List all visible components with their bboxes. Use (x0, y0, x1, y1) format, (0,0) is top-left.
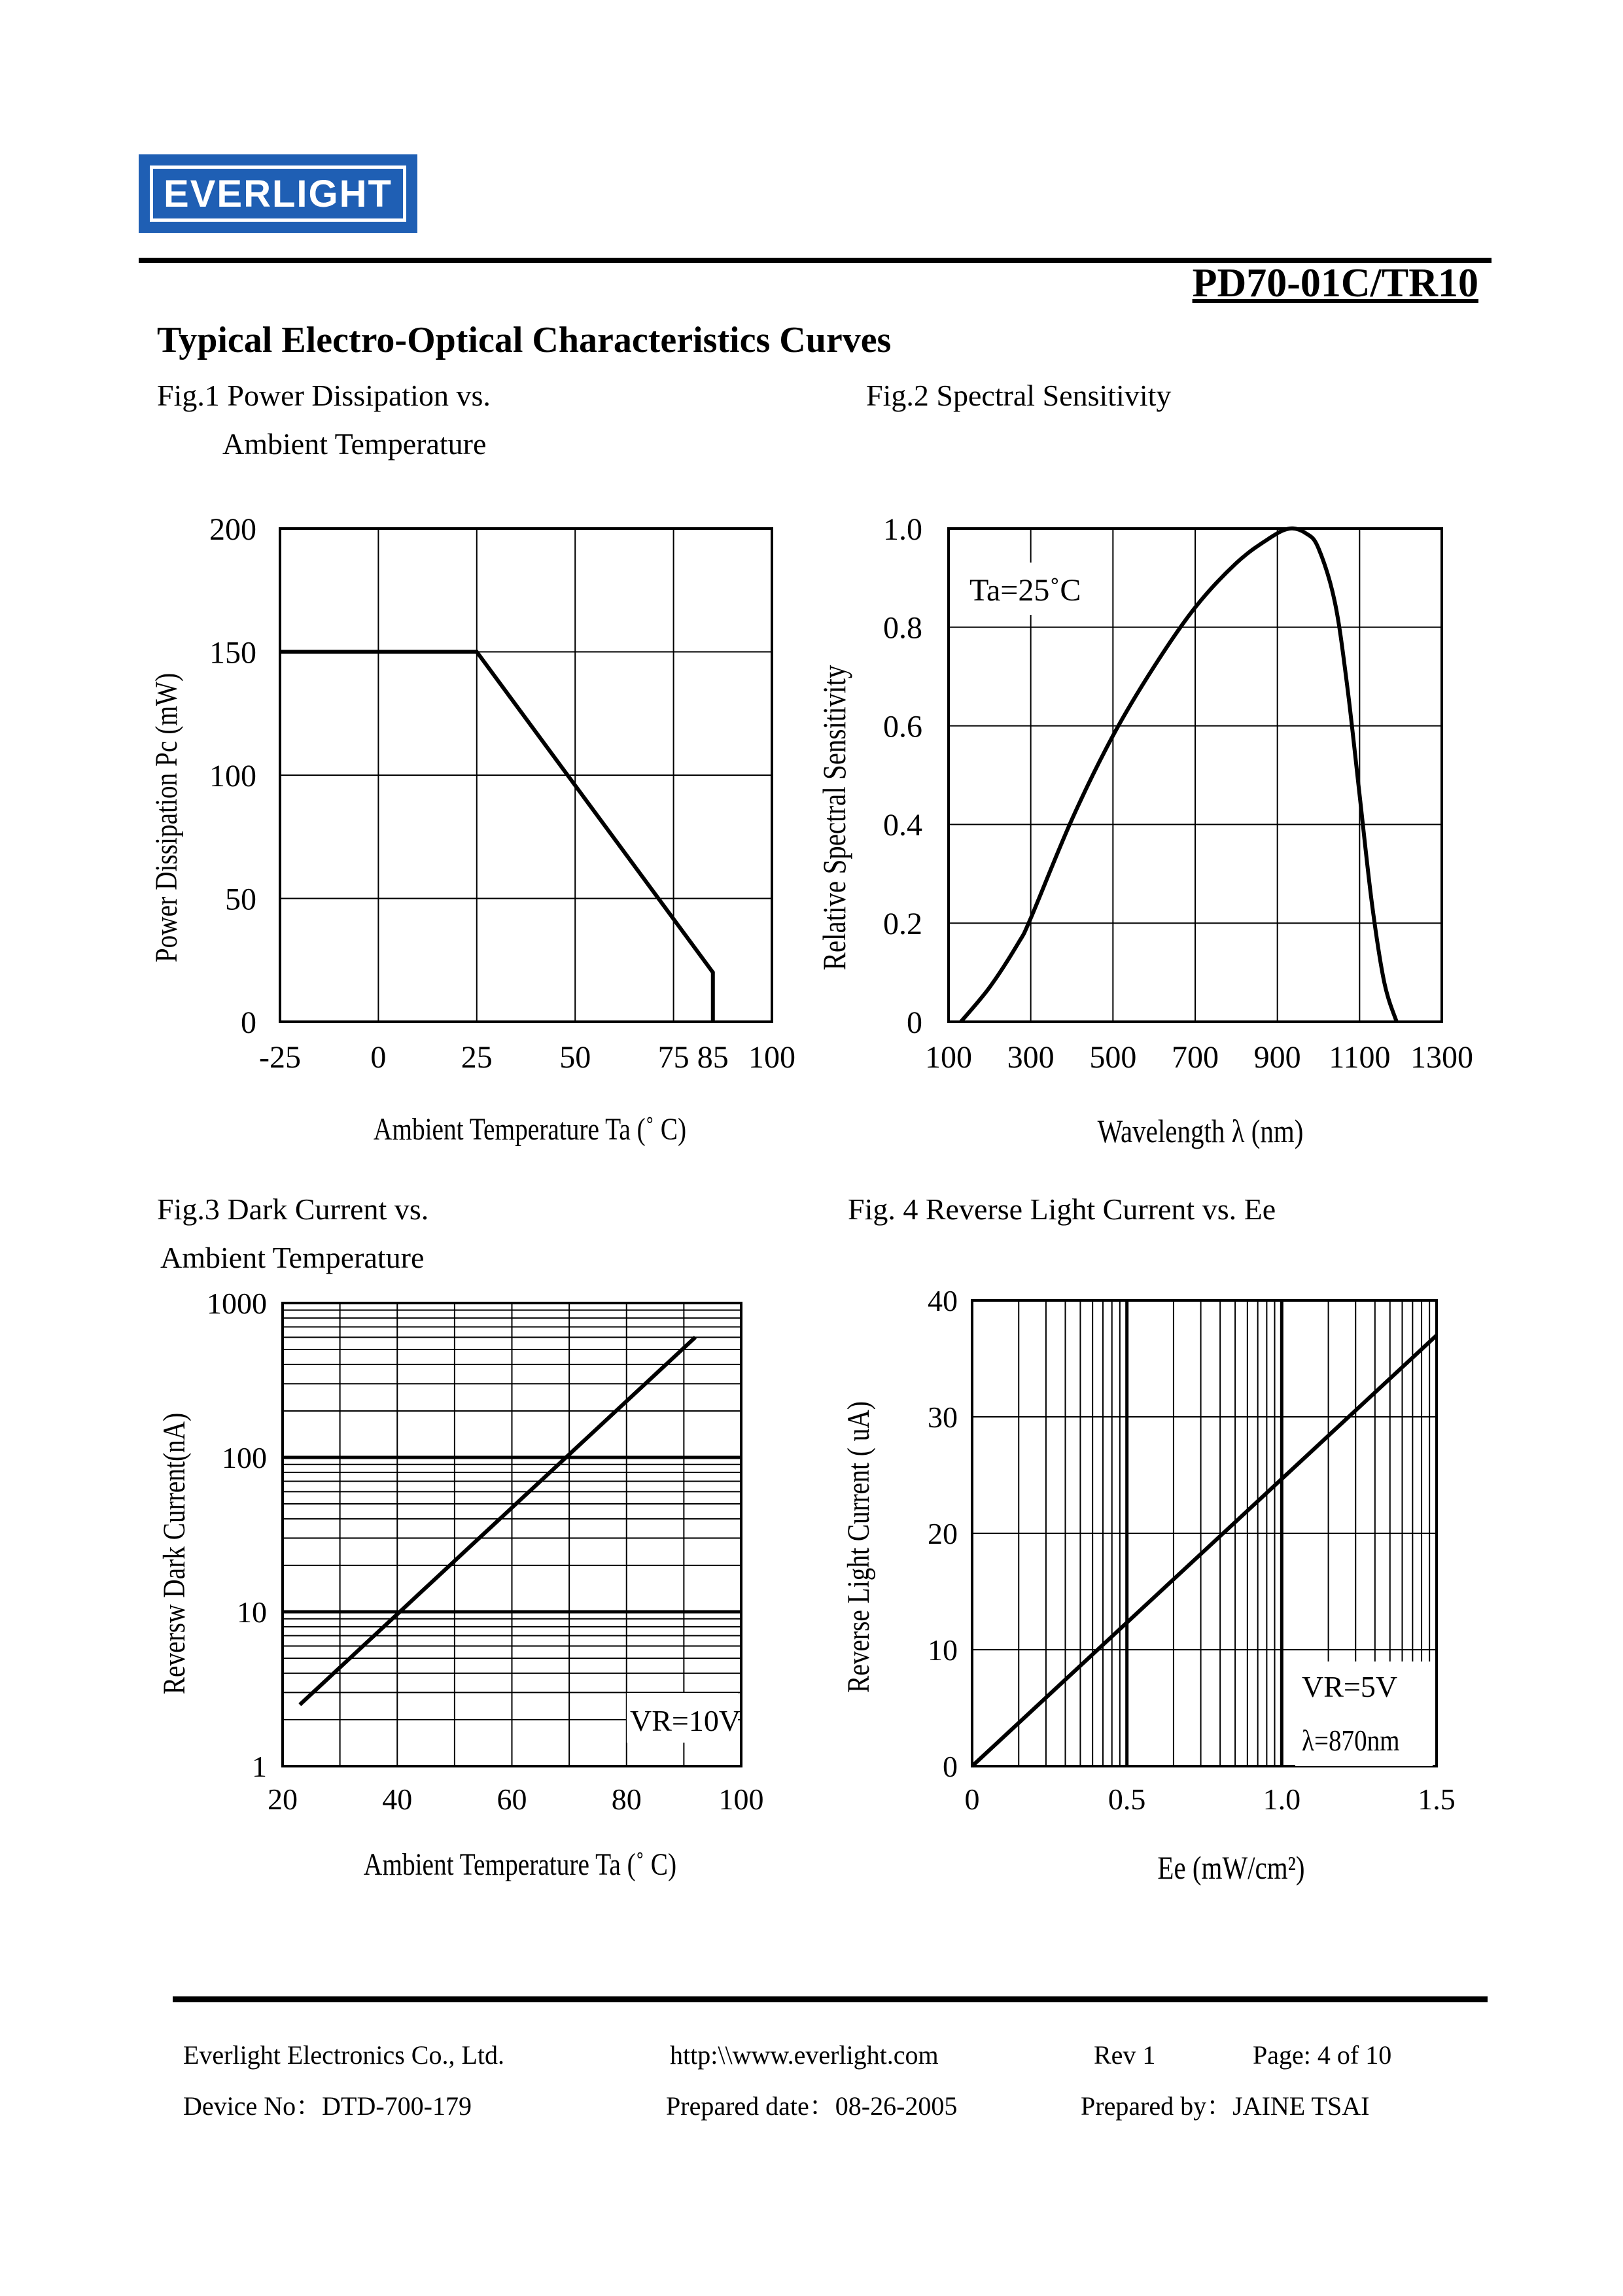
fig2-y-tick-label: 1.0 (883, 512, 922, 547)
fig3-x-tick-label: 80 (611, 1783, 642, 1816)
fig4-x-axis-label: Ee (mW/cm²) (1157, 1849, 1305, 1886)
footer-rule (173, 1996, 1488, 2002)
fig2-x-tick-label: 1300 (1410, 1040, 1473, 1075)
fig3-x-tick-label: 100 (718, 1783, 764, 1816)
fig4-x-tick-label: 1.5 (1418, 1783, 1456, 1816)
fig1-y-tick-label: 0 (241, 1005, 256, 1040)
footer-page: Page: 4 of 10 (1253, 2040, 1392, 2070)
fig3-x-tick-label: 60 (497, 1783, 527, 1816)
fig1-x-tick-label: 85 (697, 1040, 729, 1075)
section-title: Typical Electro-Optical Characteristics Curves (157, 320, 892, 360)
fig3-x-axis-label: Ambient Temperature Ta (˚ C) (363, 1847, 677, 1882)
fig1-caption-line2: Ambient Temperature (222, 427, 487, 461)
fig1-caption-line1: Fig.1 Power Dissipation vs. (157, 379, 491, 412)
fig4-y-tick-label: 20 (928, 1517, 958, 1551)
fig2-y-tick-label: 0.2 (883, 907, 922, 941)
fig1-x-tick-label: 25 (461, 1040, 493, 1075)
fig4-y-tick-label: 40 (928, 1284, 958, 1318)
fig1-y-axis-label: Power Dissipation Pc (mW) (149, 672, 184, 963)
fig3-x-tick-label: 40 (382, 1783, 413, 1816)
footer-device-no: Device No：DTD-700-179 (183, 2091, 472, 2121)
fig4-y-tick-label: 10 (928, 1633, 958, 1667)
fig3-y-axis-label: Reversw Dark Current(nA) (157, 1412, 192, 1695)
fig4-x-tick-label: 0 (964, 1783, 980, 1816)
fig3-caption-line2: Ambient Temperature (160, 1241, 425, 1274)
footer-url[interactable]: http:\\www.everlight.com (670, 2040, 939, 2070)
fig2-y-tick-label: 0.8 (883, 610, 922, 646)
fig2-y-tick-label: 0.4 (883, 808, 922, 843)
fig1-x-tick-label: 75 (657, 1040, 689, 1075)
fig2-y-tick-label: 0 (907, 1005, 922, 1040)
fig2-x-tick-label: 900 (1253, 1040, 1301, 1075)
fig4-y-tick-label: 30 (928, 1400, 958, 1435)
fig2-caption: Fig.2 Spectral Sensitivity (866, 379, 1172, 412)
fig3-caption-line1: Fig.3 Dark Current vs. (157, 1192, 429, 1226)
fig2-x-tick-label: 100 (925, 1040, 972, 1075)
fig1-x-tick-label: -25 (259, 1040, 301, 1075)
fig3-y-tick-label: 1000 (207, 1287, 267, 1321)
fig4-x-ticks (965, 1783, 1456, 1816)
footer-prepared-date: Prepared date：08-26-2005 (666, 2091, 958, 2121)
part-number: PD70-01C/TR10 (1192, 261, 1478, 305)
fig2-x-tick-label: 700 (1172, 1040, 1219, 1075)
fig4-annotation-line1: VR=5V (1302, 1670, 1398, 1703)
fig1-x-axis-label: Ambient Temperature Ta (˚ C) (373, 1112, 687, 1147)
fig3-y-tick-label: 100 (222, 1441, 267, 1475)
footer-rev: Rev 1 (1094, 2040, 1156, 2070)
fig4-y-tick-label: 0 (943, 1750, 958, 1784)
fig4-annotation-line2: λ=870nm (1302, 1724, 1400, 1758)
footer-company: Everlight Electronics Co., Ltd. (183, 2040, 504, 2070)
footer-prepared-by: Prepared by：JAINE TSAI (1081, 2091, 1370, 2121)
fig3-x-tick-label: 20 (268, 1783, 298, 1816)
fig2-x-tick-label: 300 (1007, 1040, 1055, 1075)
fig4-x-tick-label: 0.5 (1108, 1783, 1146, 1816)
fig3-annotation: VR=10V (630, 1704, 741, 1737)
fig2-y-tick-label: 0.6 (883, 709, 922, 744)
logo-text: EVERLIGHT (164, 172, 393, 215)
fig2-x-axis-label: Wavelength λ (nm) (1097, 1113, 1304, 1149)
fig2-x-tick-label: 1100 (1329, 1040, 1391, 1075)
fig4-y-axis-label: Reverse Light Current ( uA) (841, 1401, 876, 1693)
fig1-y-tick-label: 150 (209, 635, 256, 670)
fig1-y-tick-label: 100 (209, 758, 256, 793)
fig1-y-tick-label: 50 (225, 882, 256, 917)
fig4-caption: Fig. 4 Reverse Light Current vs. Ee (848, 1192, 1276, 1226)
fig1-y-tick-label: 200 (209, 512, 256, 547)
fig2-annotation: Ta=25˚C (969, 573, 1081, 608)
fig4-x-tick-label: 1.0 (1263, 1783, 1301, 1816)
fig4-y-ticks (928, 1284, 958, 1783)
fig1-x-tick-label: 100 (748, 1040, 795, 1075)
fig3-y-tick-label: 10 (237, 1595, 267, 1629)
fig1-x-tick-label: 0 (370, 1040, 387, 1075)
fig1-x-tick-label: 50 (559, 1040, 591, 1075)
fig3-y-tick-label: 1 (252, 1750, 267, 1784)
fig2-y-axis-label: Relative Spectral Sensitivity (816, 665, 852, 971)
fig2-x-tick-label: 500 (1089, 1040, 1137, 1075)
